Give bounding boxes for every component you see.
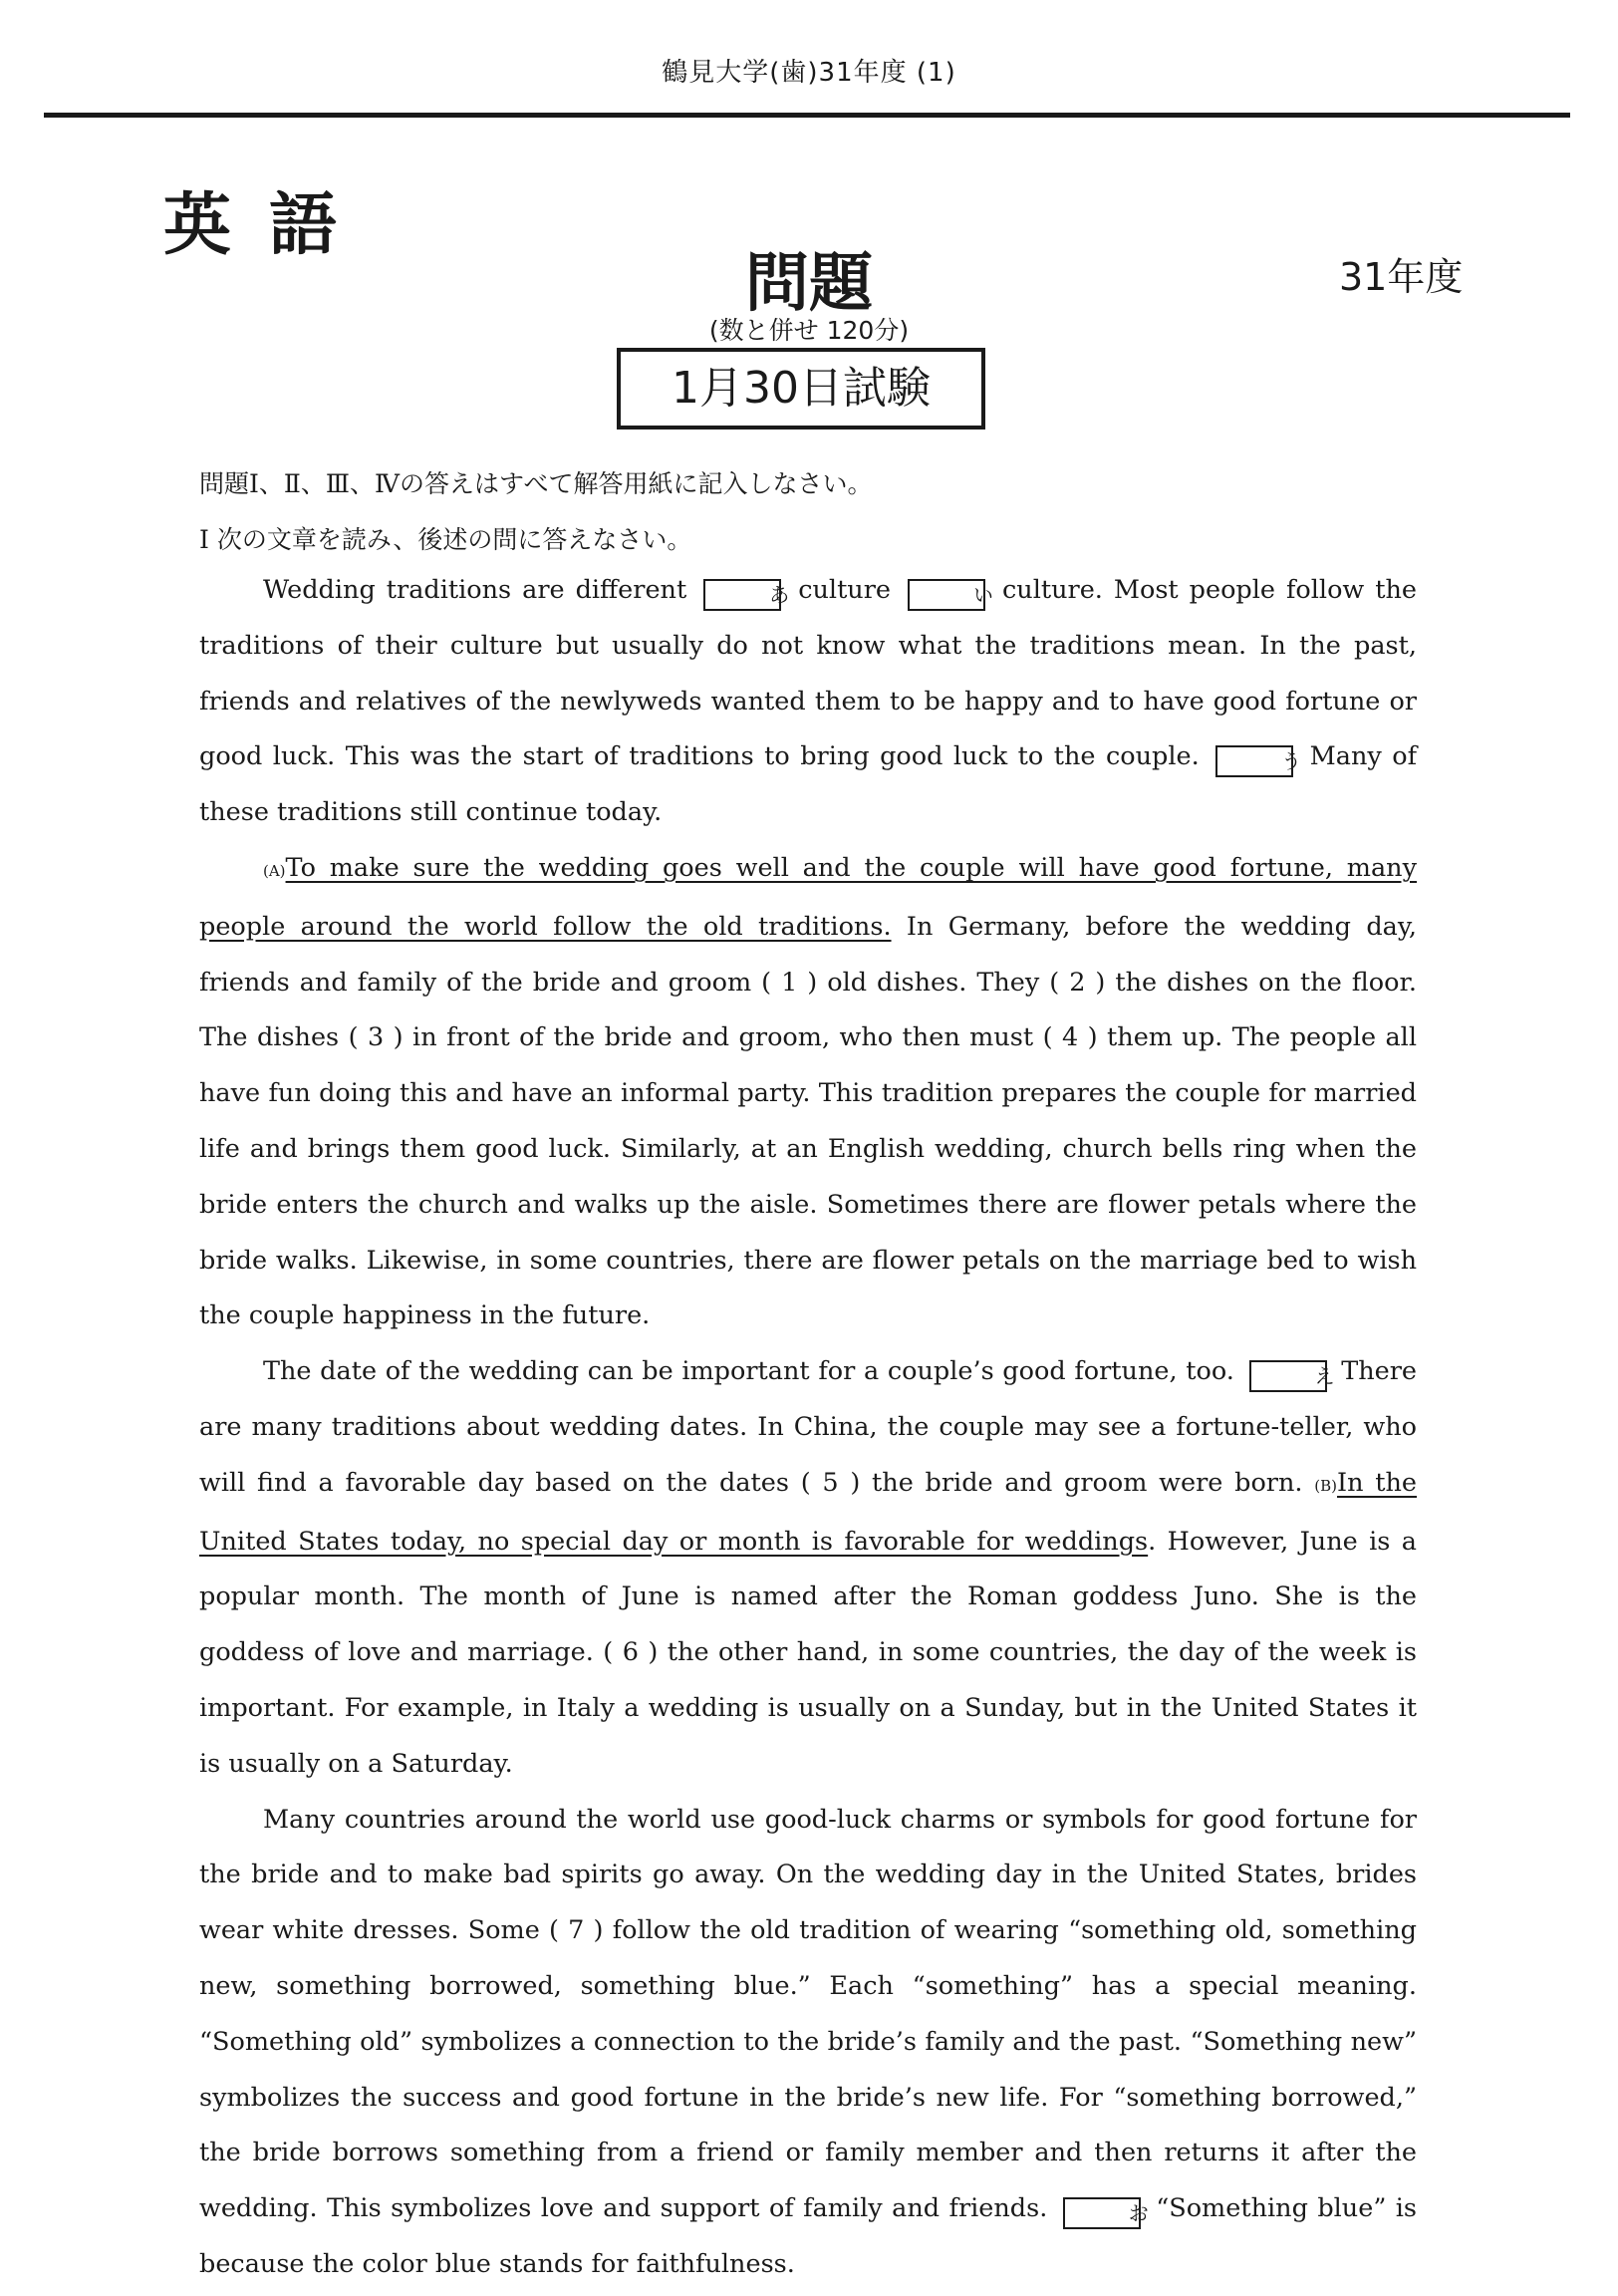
subject-title: 英語: [163, 186, 376, 265]
mark-a: (A): [263, 861, 286, 880]
p1-text-4: Many of these traditions still continue today.: [199, 741, 1418, 828]
exam-date-box: 1月30日試験: [617, 348, 985, 430]
blank-u: う: [1215, 745, 1293, 777]
reading-passage: [199, 563, 1417, 2293]
p1-text-1: Wedding traditions are different: [263, 575, 687, 605]
header-rule: [44, 113, 1570, 118]
p2-text-1: In Germany, before the wedding day, friends and family of the bride and groom ( 1 ) old dishes. They ( 2 ) the dishes on the floor. The dishes ( 3 ) in front of the bride and groom, who then must ( 4 ) them up. The people all have fun doing this and have an informal party. This tradition prepares the couple for married life and brings them good luck. Similarly, at an English wedding, church bells ring when the bride enters the church and walks up the aisle. Sometimes there are flower petals where the bride walks. Likewise, in some countries, there are flower petals on the marriage bed to wish the couple happiness in the future.: [199, 911, 1417, 1331]
p4-text-2: “Something blue” is because the color blue stands for faithfulness.: [199, 2193, 1418, 2279]
time-note: (数と併せ 120分): [708, 316, 910, 345]
exam-year: 31年度: [1339, 255, 1464, 299]
underlined-b: In the United States today, no special day or month is favorable for weddings: [199, 1467, 1417, 1557]
p4-text-1: Many countries around the world use good-luck charms or symbols for good fortune for the bride and to make bad spirits go away. On the wedding day in the United States, brides wear white dresses. Some ( 7 ) follow the old tradition of wearing “something old, something new, something borrowed, something blue.” Each “something” has a special meaning. “Something old” symbolizes a connection to the bride’s family and the past. “Something new” symbolizes the success and good fortune in the bride’s new life. For “something borrowed,” the bride borrows something from a friend or family member and then returns it after the wedding. This symbolizes love and support of family and friends.: [199, 1804, 1417, 2224]
blank-i: い: [908, 579, 985, 611]
section-one-instruction: Ⅰ 次の文章を読み、後述の問に答えなさい。: [199, 525, 692, 554]
blank-e: え: [1249, 1360, 1327, 1392]
p3-text-1: The date of the wedding can be important for a couple’s good fortune, too.: [263, 1356, 1234, 1387]
underlined-a: To make sure the wedding goes well and the couple will have good fortune, many people around the world follow the old traditions.: [199, 852, 1417, 942]
blank-a: あ: [703, 579, 781, 611]
p1-text-2: culture: [798, 575, 892, 605]
blank-o: お: [1063, 2197, 1141, 2229]
page-title: 問題: [745, 247, 873, 321]
p1-text-3: culture. Most people follow the traditions of their culture but usually do not know what the traditions mean. In the past, friends and relatives of the newlyweds wanted them to be happy and to have good fortune or good luck. This was the start of traditions to bring good luck to the couple.: [199, 575, 1418, 772]
p3-text-2: There are many traditions about wedding dates. In China, the couple may see a fortune-teller, who will find a favorable day based on the dates ( 5 ) the bride and groom were born.: [199, 1356, 1418, 1498]
p3-text-3: . However, June is a popular month. The month of June is named after the Roman goddess Juno. She is the goddess of love and marriage. ( 6 ) the other hand, in some countries, the day of the week is important. For example, in Italy a wedding is usually on a Sunday, but in the United States it is usually on a Saturday.: [199, 1526, 1418, 1779]
paragraph-4: [199, 1793, 1417, 2293]
general-instruction: 問題Ⅰ、Ⅱ、Ⅲ、Ⅳの答えはすべて解答用紙に記入しなさい。: [199, 469, 873, 498]
mark-b: (B): [1314, 1476, 1337, 1495]
paragraph-1: [199, 563, 1417, 841]
paragraph-2: [199, 841, 1417, 1344]
running-header: 鶴見大学(歯)31年度 (1): [662, 58, 956, 88]
paragraph-3: [199, 1344, 1417, 1792]
